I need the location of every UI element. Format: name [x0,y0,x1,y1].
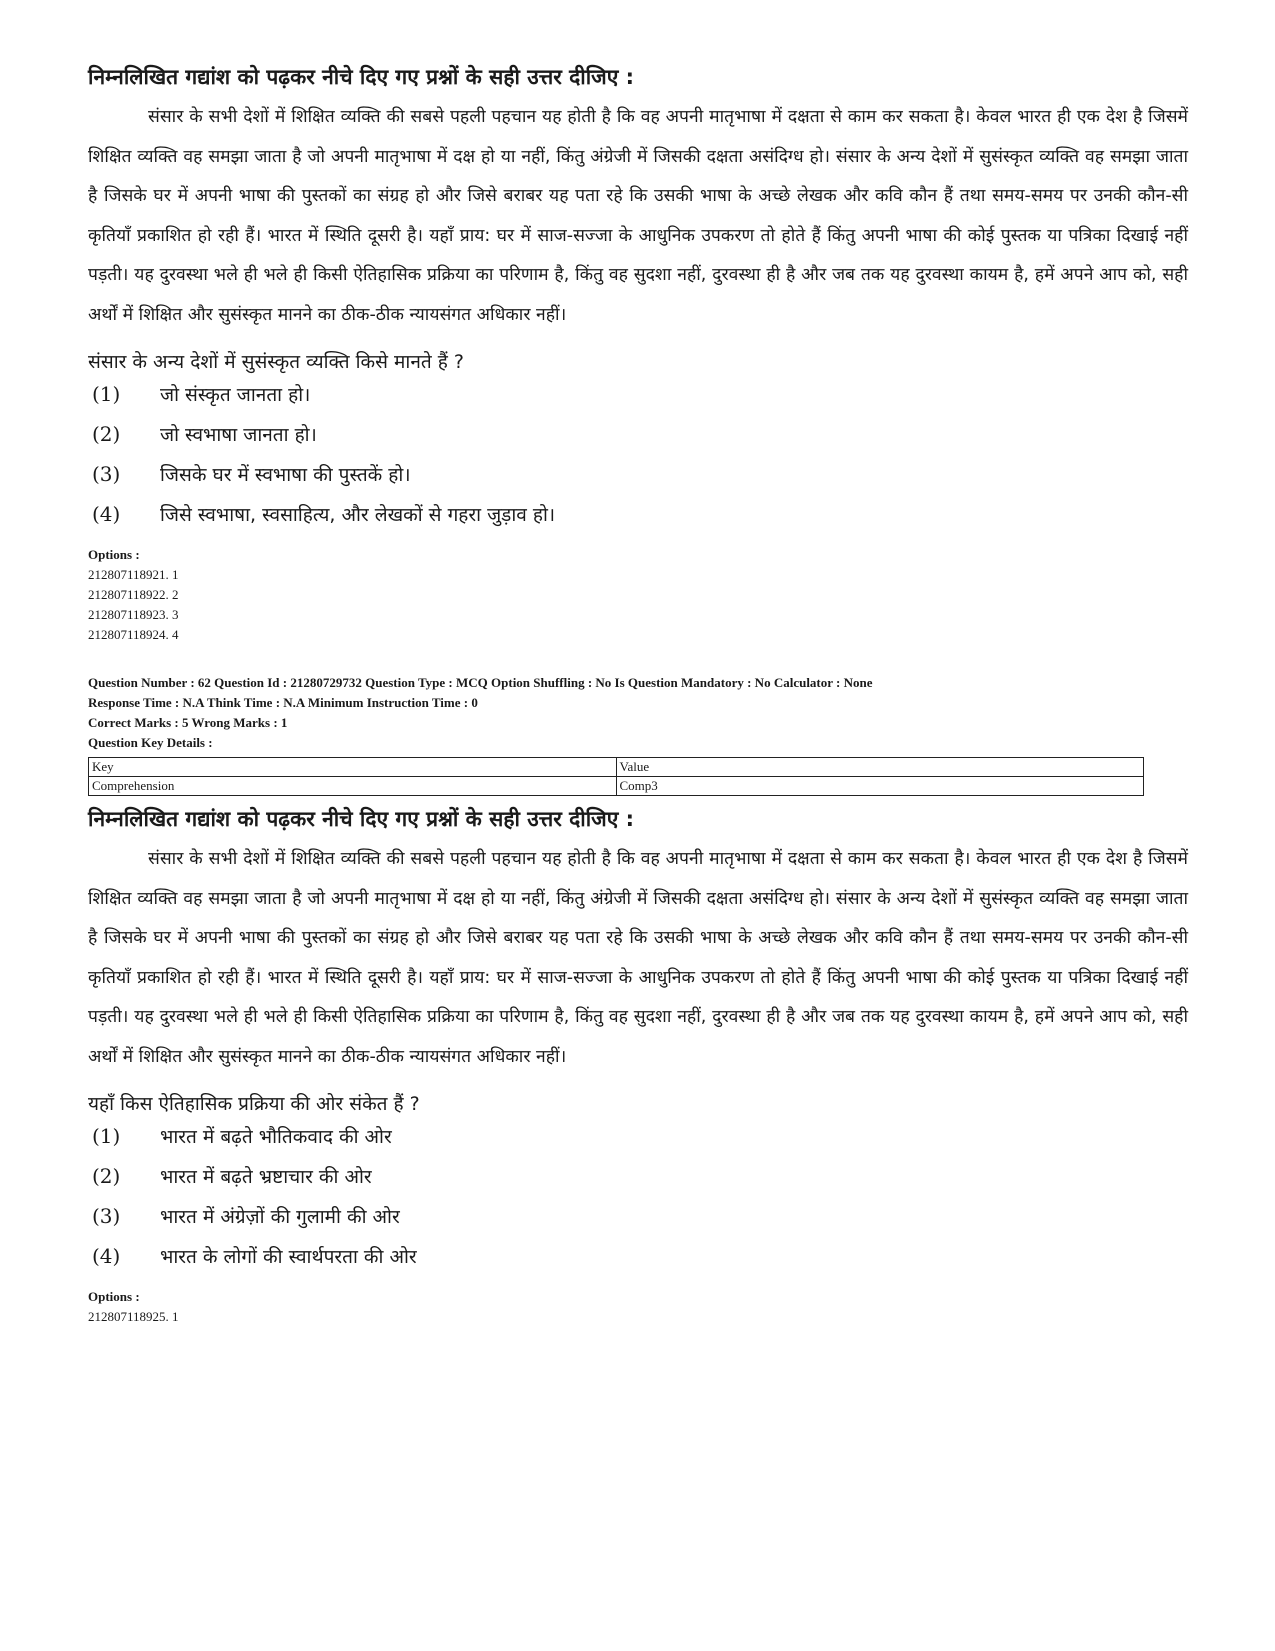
answer-choice-2 [88,421,1188,461]
option-id: 212807118925. 1 [88,1309,179,1324]
choice-text: भारत में बढ़ते भौतिकवाद की ओर [160,1126,392,1148]
table-header-value: Value [616,758,1144,777]
passage-heading: निम्नलिखित गद्यांश को पढ़कर नीचे दिए गए प्रश्नों के सही उत्तर दीजिए : [88,65,635,89]
table-header-key: Key [89,758,617,777]
choice-text: जो स्वभाषा जानता हो। [160,424,317,446]
question-info-line: Question Number : 62 Question Id : 21280729732 Question Type : MCQ Option Shuffling : No Is Question Mandatory : No Calculator : None [88,675,873,690]
answer-choice-3 [88,461,1188,501]
option-id: 212807118921. 1 [88,567,179,582]
choice-number: (2) [92,422,121,446]
choice-text: भारत में अंग्रेज़ों की गुलामी की ओर [160,1206,400,1228]
option-ids [88,545,1188,645]
response-time-line: Response Time : N.A Think Time : N.A Minimum Instruction Time : 0 [88,695,478,710]
options-label: Options : [88,547,140,562]
choice-number: (3) [92,462,121,486]
option-id: 212807118922. 2 [88,587,179,602]
table-row [89,777,1144,796]
comprehension-passage: संसार के सभी देशों में शिक्षित व्यक्ति की सबसे पहली पहचान यह होती है कि वह अपनी मातृभाषा में दक्षता से काम कर सकता है। केवल भारत ही एक देश है जिसमें शिक्षित व्यक्ति वह समझा जाता है जो अपनी मातृभाषा में दक्ष हो या नहीं, किंतु अंग्रेजी में जिसकी दक्षता असंदिग्ध हो। संसार के अन्य देशों में सुसंस्कृत व्यक्ति वह समझा जाता है जिसके घर में अपनी भाषा की पुस्तकों का संग्रह हो और जिसे बराबर यह पता रहे कि उसकी भाषा के अच्छे लेखक और कवि कौन हैं तथा समय-समय पर उनकी कौन-सी कृतियाँ प्रकाशित हो रही हैं। भारत में स्थिति दूसरी है। यहाँ प्राय: घर में साज-सज्जा के आधुनिक उपकरण तो होते हैं किंतु अपनी भाषा की कोई पुस्तक या पत्रिका दिखाई नहीं पड़ती। यह दुरवस्था भले ही भले ही किसी ऐतिहासिक प्रक्रिया का परिणाम है, किंतु वह सुदशा नहीं, दुरवस्था ही है और जब तक यह दुरवस्था कायम है, हमें अपने आप को, सही अर्थों में शिक्षित और सुसंस्कृत मानने का ठीक-ठीक न्यायसंगत अधिकार नहीं। [88,849,1188,1067]
choice-number: (1) [92,1124,121,1148]
choice-number: (4) [92,1244,121,1268]
question-metadata [88,673,1188,796]
option-id: 212807118923. 3 [88,607,179,622]
answer-choice-4 [88,501,1188,541]
choice-text: जिसे स्वभाषा, स्वसाहित्य, और लेखकों से गहरा जुड़ाव हो। [160,504,556,526]
choice-text: भारत के लोगों की स्वार्थपरता की ओर [160,1246,417,1268]
exam-page [88,62,1188,1327]
passage-heading: निम्नलिखित गद्यांश को पढ़कर नीचे दिए गए प्रश्नों के सही उत्तर दीजिए : [88,807,635,831]
table-cell-value: Comp3 [616,777,1144,796]
answer-choice-1 [88,1123,1188,1163]
question-text: संसार के अन्य देशों में सुसंस्कृत व्यक्ति किसे मानते हैं ? [88,351,464,373]
option-ids [88,1287,1188,1327]
choice-number: (3) [92,1204,121,1228]
answer-choice-2 [88,1163,1188,1203]
question-text: यहाँ किस ऐतिहासिक प्रक्रिया की ओर संकेत हैं ? [88,1093,420,1115]
choice-number: (1) [92,382,121,406]
marks-line: Correct Marks : 5 Wrong Marks : 1 [88,715,288,730]
answer-choice-4 [88,1243,1188,1283]
key-details-table [88,757,1144,796]
option-id: 212807118924. 4 [88,627,179,642]
comprehension-passage: संसार के सभी देशों में शिक्षित व्यक्ति की सबसे पहली पहचान यह होती है कि वह अपनी मातृभाषा में दक्षता से काम कर सकता है। केवल भारत ही एक देश है जिसमें शिक्षित व्यक्ति वह समझा जाता है जो अपनी मातृभाषा में दक्ष हो या नहीं, किंतु अंग्रेजी में जिसकी दक्षता असंदिग्ध हो। संसार के अन्य देशों में सुसंस्कृत व्यक्ति वह समझा जाता है जिसके घर में अपनी भाषा की पुस्तकों का संग्रह हो और जिसे बराबर यह पता रहे कि उसकी भाषा के अच्छे लेखक और कवि कौन हैं तथा समय-समय पर उनकी कौन-सी कृतियाँ प्रकाशित हो रही हैं। भारत में स्थिति दूसरी है। यहाँ प्राय: घर में साज-सज्जा के आधुनिक उपकरण तो होते हैं किंतु अपनी भाषा की कोई पुस्तक या पत्रिका दिखाई नहीं पड़ती। यह दुरवस्था भले ही भले ही किसी ऐतिहासिक प्रक्रिया का परिणाम है, किंतु वह सुदशा नहीं, दुरवस्था ही है और जब तक यह दुरवस्था कायम है, हमें अपने आप को, सही अर्थों में शिक्षित और सुसंस्कृत मानने का ठीक-ठीक न्यायसंगत अधिकार नहीं। [88,107,1188,325]
choice-number: (2) [92,1164,121,1188]
key-details-label: Question Key Details : [88,735,213,750]
choice-text: भारत में बढ़ते भ्रष्टाचार की ओर [160,1166,372,1188]
table-cell-key: Comprehension [89,777,617,796]
choice-text: जिसके घर में स्वभाषा की पुस्तकें हो। [160,464,411,486]
answer-choice-3 [88,1203,1188,1243]
table-header-row [89,758,1144,777]
options-label: Options : [88,1289,140,1304]
choice-number: (4) [92,502,121,526]
choice-text: जो संस्कृत जानता हो। [160,384,311,406]
answer-choice-1 [88,381,1188,421]
